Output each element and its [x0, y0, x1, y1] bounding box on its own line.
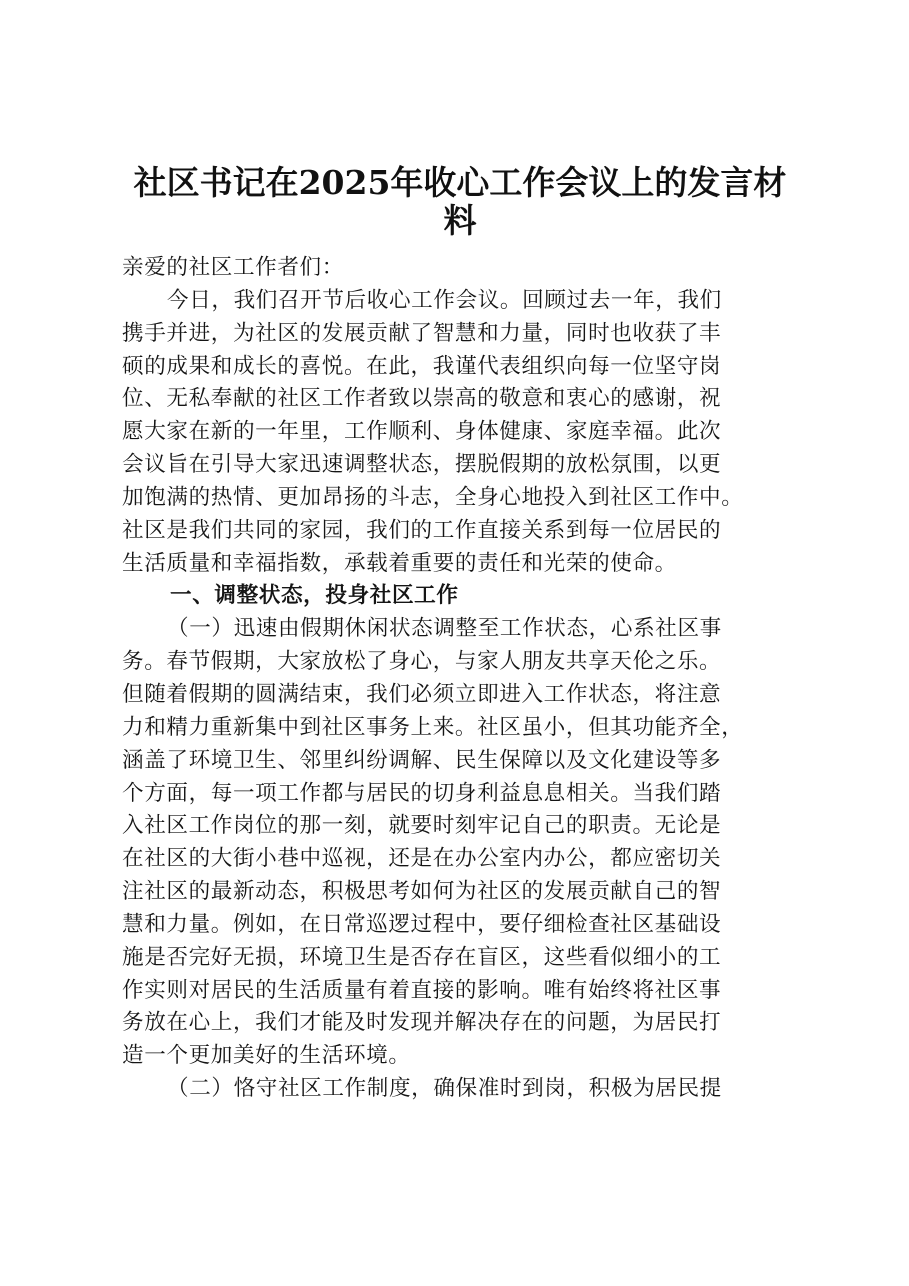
- paragraph-line: 注社区的最新动态，积极思考如何为社区的发展贡献自己的智: [122, 879, 722, 905]
- paragraph-line: 个方面，每一项工作都与居民的切身利益息息相关。当我们踏: [122, 780, 722, 806]
- paragraph-line: （一）迅速由假期休闲状态调整至工作状态，心系社区事: [167, 616, 722, 642]
- paragraph-line: 位、无私奉献的社区工作者致以崇高的敬意和衷心的感谢，祝: [122, 386, 722, 412]
- paragraph-line: 愿大家在新的一年里，工作顺利、身体健康、家庭幸福。此次: [122, 419, 722, 445]
- section-heading: 一、调整状态，投身社区工作: [170, 583, 459, 609]
- paragraph-line: （二）恪守社区工作制度，确保准时到岗，积极为居民提: [167, 1076, 722, 1102]
- paragraph-line: 加饱满的热情、更加昂扬的斗志，全身心地投入到社区工作中。: [122, 484, 744, 510]
- paragraph-line: 务。春节假期，大家放松了身心，与家人朋友共享天伦之乐。: [122, 649, 722, 675]
- document-title-line-2: 料: [443, 201, 477, 240]
- paragraph-line: 造一个更加美好的生活环境。: [122, 1043, 411, 1069]
- paragraph-line: 生活质量和幸福指数，承载着重要的责任和光荣的使命。: [122, 550, 677, 576]
- paragraph-line: 务放在心上，我们才能及时发现并解决存在的问题，为居民打: [122, 1010, 722, 1036]
- paragraph-line: 慧和力量。例如，在日常巡逻过程中，要仔细检查社区基础设: [122, 911, 722, 937]
- paragraph-line: 今日，我们召开节后收心工作会议。回顾过去一年，我们: [167, 287, 722, 313]
- paragraph-line: 入社区工作岗位的那一刻，就要时刻牢记自己的职责。无论是: [122, 813, 722, 839]
- salutation: 亲爱的社区工作者们：: [122, 255, 344, 280]
- paragraph-line: 会议旨在引导大家迅速调整状态，摆脱假期的放松氛围，以更: [122, 452, 722, 478]
- paragraph-line: 作实则对居民的生活质量有着直接的影响。唯有始终将社区事: [122, 977, 722, 1003]
- document-body: [122, 252, 800, 1106]
- paragraph-line: 在社区的大街小巷中巡视，还是在办公室内办公，都应密切关: [122, 846, 722, 872]
- paragraph-line: 硕的成果和成长的喜悦。在此，我谨代表组织向每一位坚守岗: [122, 353, 722, 379]
- paragraph-line: 涵盖了环境卫生、邻里纠纷调解、民生保障以及文化建设等多: [122, 747, 722, 773]
- paragraph-line: 施是否完好无损，环境卫生是否存在盲区，这些看似细小的工: [122, 944, 722, 970]
- paragraph-line: 携手并进，为社区的发展贡献了智慧和力量，同时也收获了丰: [122, 320, 722, 346]
- document-title-line-1: 社区书记在2025年收心工作会议上的发言材: [133, 163, 787, 202]
- paragraph-line: 社区是我们共同的家园，我们的工作直接关系到每一位居民的: [122, 517, 722, 543]
- paragraph-line: 但随着假期的圆满结束，我们必须立即进入工作状态，将注意: [122, 681, 722, 707]
- paragraph-line: 力和精力重新集中到社区事务上来。社区虽小，但其功能齐全，: [122, 714, 744, 740]
